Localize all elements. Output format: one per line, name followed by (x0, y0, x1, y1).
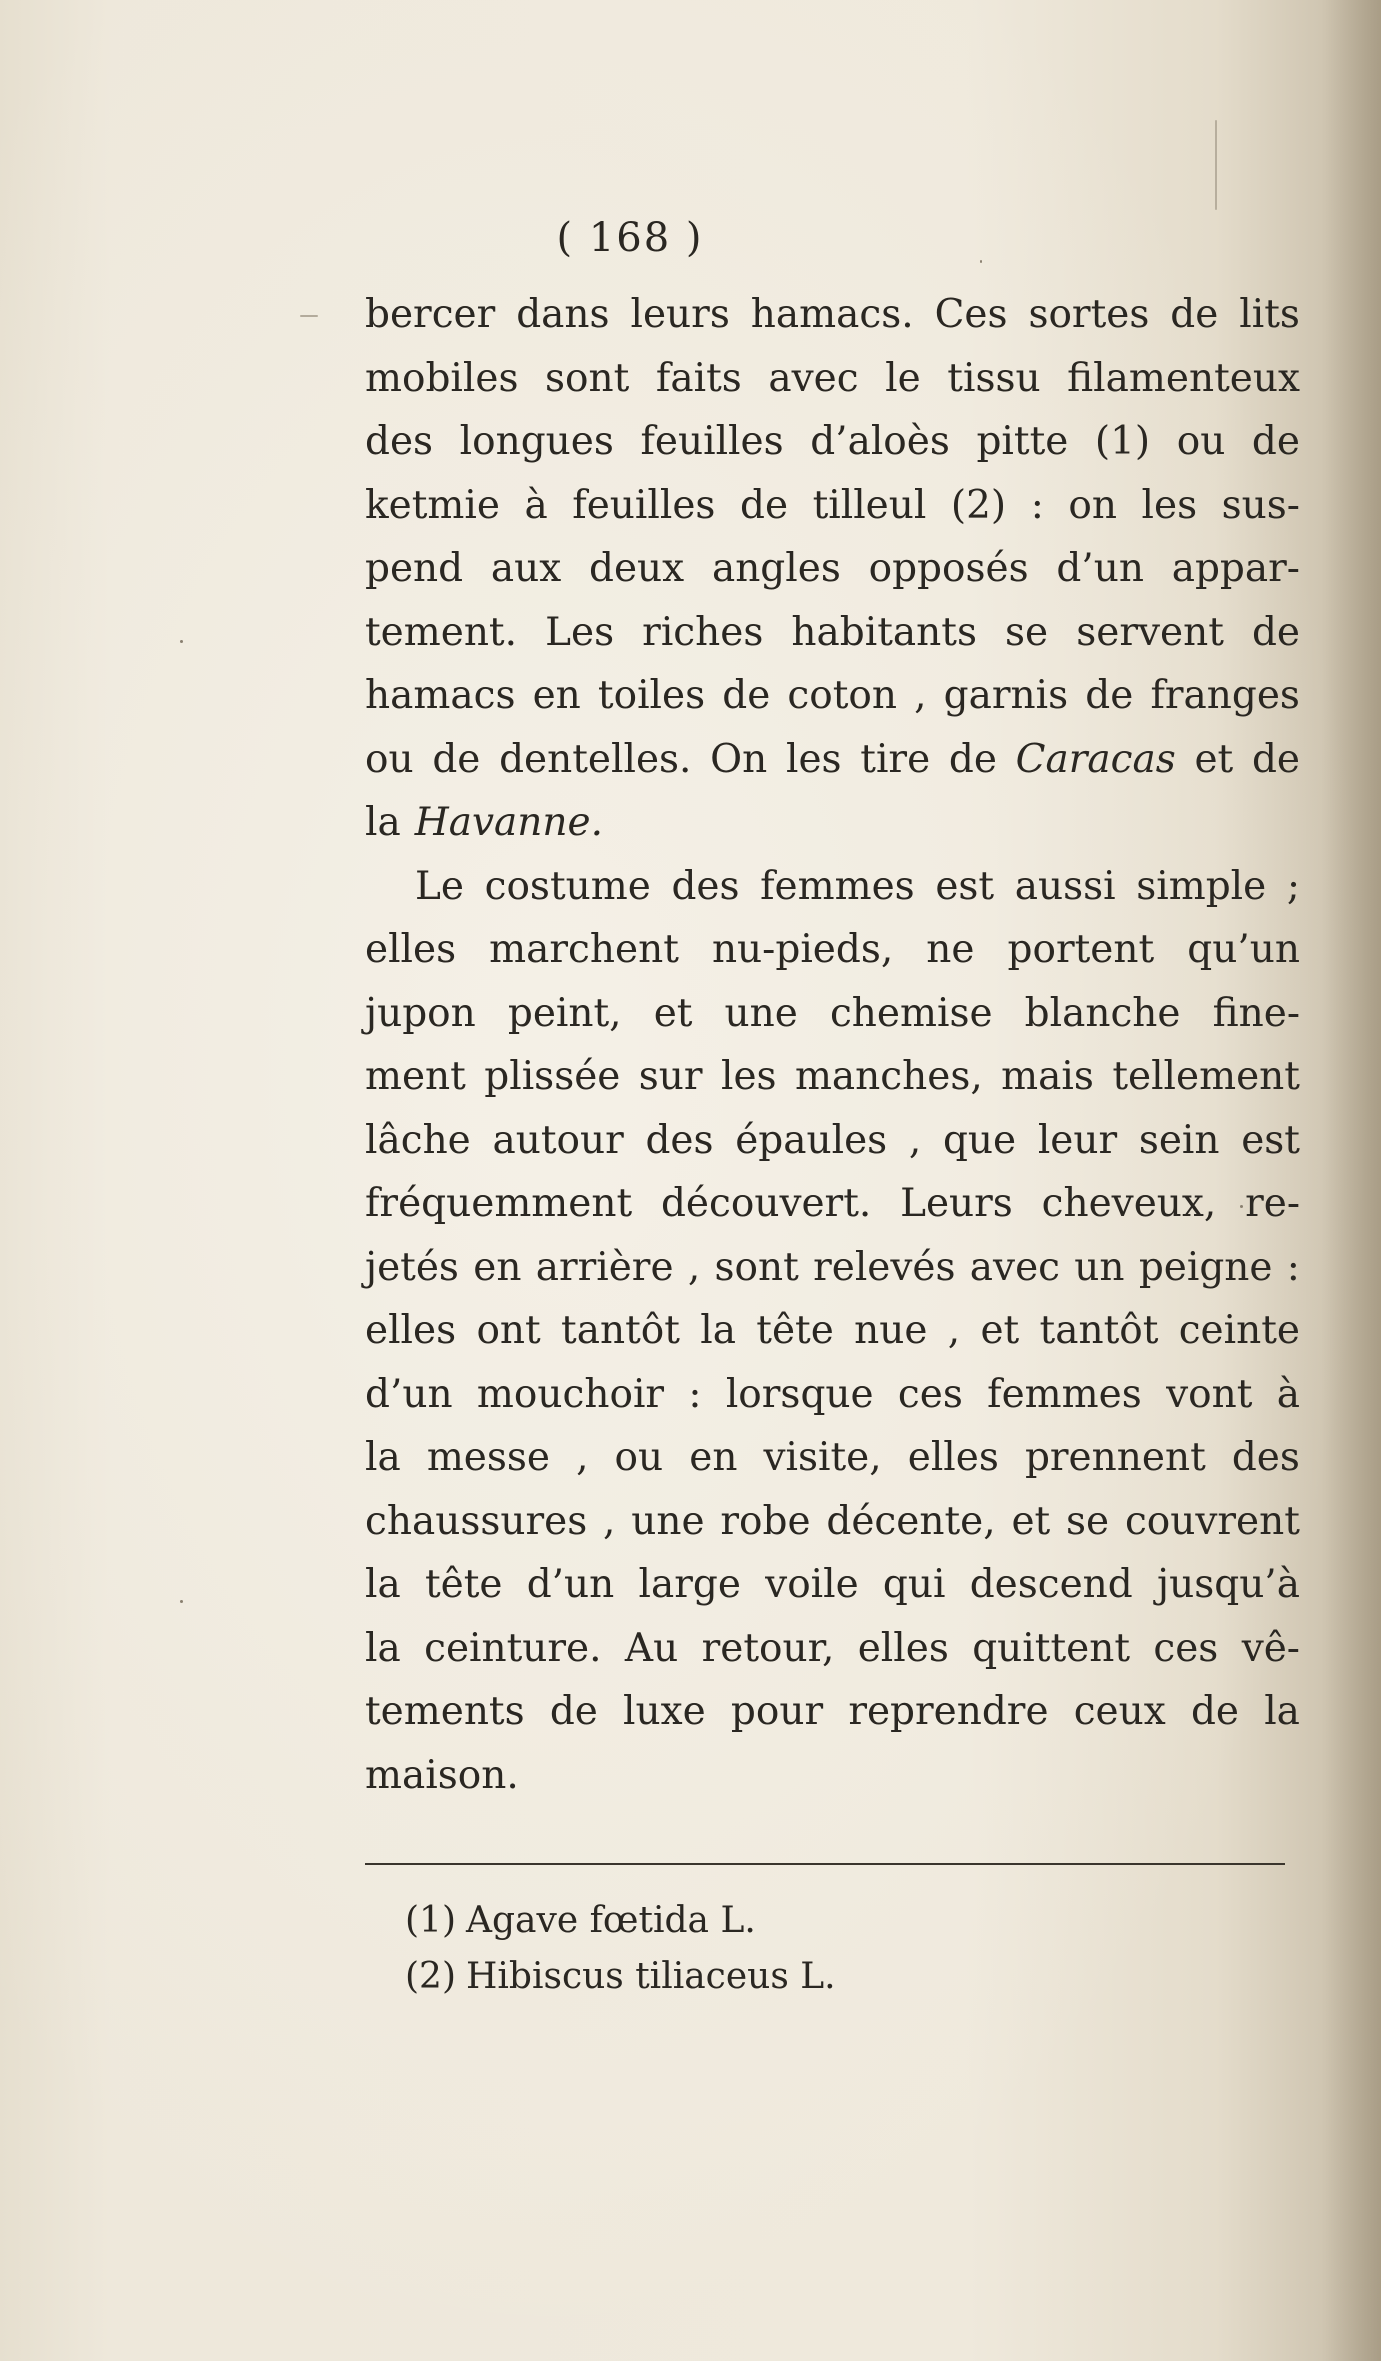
word: visite, (763, 1435, 882, 1480)
word: longues (459, 419, 614, 464)
word: tissu (947, 355, 1041, 401)
word: : (1030, 482, 1044, 528)
word: une (724, 990, 798, 1036)
word: costume (484, 863, 651, 909)
text-line (365, 1490, 1300, 1554)
word: de (722, 673, 771, 718)
word: un (1074, 1244, 1125, 1290)
word: femmes (987, 1371, 1142, 1417)
word: lâche (365, 1117, 471, 1163)
word: bercer (365, 292, 496, 337)
word: , (947, 1308, 961, 1353)
word: de (739, 482, 789, 528)
word: en (473, 1244, 522, 1290)
footnote-mark: (2) (405, 1956, 456, 1997)
word: deux (589, 546, 685, 591)
word: ou (614, 1435, 664, 1480)
word: Caracas (1015, 736, 1176, 782)
word: les (1141, 482, 1198, 528)
word: tête (424, 1562, 503, 1607)
word: dans (516, 292, 610, 337)
word: peint, (507, 990, 622, 1036)
word: épaules (735, 1117, 888, 1163)
word: faits (655, 355, 742, 401)
word: appar- (1171, 546, 1300, 591)
word: d’un (1056, 546, 1144, 591)
word: lorsque (725, 1371, 874, 1417)
body-text (365, 283, 1300, 1807)
word: de (1251, 419, 1300, 464)
word: ont (476, 1308, 541, 1353)
word: feuilles (572, 482, 716, 528)
word: pend (365, 546, 464, 591)
word: autour (492, 1117, 624, 1163)
word: se (1005, 609, 1049, 655)
word: femmes (760, 863, 915, 909)
word: : (688, 1371, 702, 1417)
word: nue (854, 1308, 928, 1353)
word: hamacs (365, 673, 516, 718)
text-line (365, 791, 1300, 855)
text-line (365, 1109, 1300, 1173)
word: jetés (365, 1244, 459, 1290)
word: et (1194, 736, 1234, 782)
word: , (914, 673, 927, 718)
word: est (935, 863, 995, 909)
word: , (908, 1117, 922, 1163)
word: nu-pieds, (711, 927, 894, 972)
word: mouchoir (476, 1371, 665, 1417)
binding-shadow (1321, 0, 1381, 2361)
word: voile (765, 1562, 859, 1607)
word: des (1231, 1435, 1300, 1480)
text-line (365, 1236, 1300, 1300)
word: la (365, 800, 401, 845)
word: elles (907, 1435, 999, 1480)
paper-speck (1215, 120, 1217, 210)
word: ne (926, 927, 975, 972)
text-line (365, 283, 1300, 347)
word: sur (638, 1054, 703, 1099)
word: se (1066, 1498, 1110, 1544)
word: Leurs (900, 1181, 1013, 1226)
paper-speck (180, 1600, 183, 1603)
word: tements (365, 1689, 525, 1734)
word: ces (1153, 1625, 1219, 1671)
text-line (365, 855, 1300, 919)
text-line (365, 1045, 1300, 1109)
word: tire (860, 736, 931, 782)
word: d’aloès (810, 419, 950, 464)
word: des (645, 1117, 714, 1163)
word: est (1241, 1117, 1300, 1163)
word: reprendre (848, 1689, 1049, 1734)
word: robe (720, 1498, 811, 1544)
text-line (365, 1680, 1300, 1744)
word: marchent (489, 927, 679, 972)
text-line (365, 1553, 1300, 1617)
word: Le (415, 863, 464, 909)
text-line (365, 537, 1300, 601)
paper-speck (300, 315, 318, 317)
word: : (1286, 1244, 1300, 1290)
word: tellement (1112, 1054, 1300, 1099)
word: large (638, 1562, 741, 1607)
word: à (1276, 1371, 1300, 1417)
word: , (576, 1435, 589, 1480)
word: de (1251, 609, 1300, 655)
word: vont (1166, 1371, 1253, 1417)
word: leur (1037, 1117, 1118, 1163)
word: de (432, 736, 481, 782)
word: On (710, 736, 768, 782)
word: sortes (1028, 292, 1150, 337)
text-line (365, 474, 1300, 538)
word: sont (545, 355, 630, 401)
text-line (365, 601, 1300, 665)
word: pitte (976, 419, 1069, 464)
text-line (365, 1744, 1300, 1808)
word: tement. (365, 609, 518, 655)
word: habitants (791, 609, 977, 655)
word: Ces (934, 292, 1008, 337)
footnote (405, 1893, 1005, 1949)
word: de (1170, 292, 1219, 337)
word: descend (969, 1562, 1133, 1607)
word: la (700, 1308, 736, 1353)
footnotes (405, 1893, 1005, 2005)
word: ketmie (365, 482, 500, 528)
word: ceux (1073, 1689, 1166, 1734)
text-line (365, 664, 1300, 728)
word: feuilles (640, 419, 784, 464)
word: franges (1150, 673, 1300, 718)
word: ceinture. (424, 1625, 602, 1671)
word: de (1190, 1689, 1239, 1734)
word: vê- (1241, 1625, 1300, 1671)
text-line (365, 918, 1300, 982)
word: prennent (1024, 1435, 1206, 1480)
word: elles (365, 927, 457, 972)
word: , (687, 1244, 701, 1290)
word: d’un (526, 1562, 615, 1607)
word: elles (857, 1625, 949, 1671)
text-line (365, 982, 1300, 1046)
word: de (1085, 673, 1134, 718)
word: qui (882, 1562, 946, 1607)
word: sont (714, 1244, 799, 1290)
footnote-text: Hibiscus tiliaceus L. (466, 1956, 836, 1997)
word: qu’un (1187, 927, 1300, 972)
word: de (549, 1689, 598, 1734)
word: tête (756, 1308, 834, 1353)
word: la (365, 1625, 401, 1671)
word: et (980, 1308, 1020, 1353)
word: messe (426, 1435, 550, 1480)
word: pour (730, 1689, 824, 1734)
word: chaussures (365, 1498, 588, 1544)
word: fréquemment (365, 1181, 633, 1226)
word: tilleul (812, 482, 927, 528)
word: tantôt (1039, 1308, 1159, 1353)
word: simple (1136, 863, 1267, 909)
word: ; (1286, 863, 1300, 909)
word: , (603, 1498, 616, 1544)
word: coton (787, 673, 898, 718)
word: des (365, 419, 434, 464)
word: riches (642, 609, 764, 655)
word: la (365, 1435, 401, 1480)
word: et (653, 990, 693, 1036)
text-line (365, 1363, 1300, 1427)
word: décente, (826, 1498, 996, 1544)
word: la (365, 1562, 401, 1607)
word: tantôt (561, 1308, 680, 1353)
footnote (405, 1949, 1005, 2005)
word: Havanne. (414, 800, 603, 845)
word: toiles (597, 673, 706, 718)
footnote-text: Agave fœtida L. (466, 1900, 756, 1941)
word: couvrent (1124, 1498, 1300, 1544)
word: garnis (943, 673, 1069, 718)
word: (2) (950, 482, 1007, 528)
word: arrière (535, 1244, 674, 1290)
word: avec (969, 1244, 1060, 1290)
word: on (1068, 482, 1117, 528)
word: jupon (365, 990, 476, 1036)
word: ou (1176, 419, 1226, 464)
word: opposés (868, 546, 1029, 591)
word: de (1251, 736, 1300, 782)
word: aux (490, 546, 562, 591)
word: ces (897, 1371, 963, 1417)
word: d’un (365, 1371, 453, 1417)
word: blanche (1024, 990, 1181, 1036)
word: mais (1001, 1054, 1094, 1099)
word: des (671, 863, 740, 909)
word: mobiles (365, 355, 519, 401)
word: que (942, 1117, 1017, 1163)
word: les (785, 736, 842, 782)
word: servent (1076, 609, 1224, 655)
page-number: ( 168 ) (556, 215, 704, 261)
word: cheveux, (1041, 1181, 1217, 1226)
word: en (689, 1435, 738, 1480)
word: fine- (1212, 990, 1300, 1036)
word: plissée (484, 1054, 621, 1099)
word: Au (624, 1625, 679, 1671)
word: luxe (623, 1689, 706, 1734)
word: chemise (829, 990, 993, 1036)
word: à (524, 482, 548, 528)
word: ment (365, 1054, 466, 1099)
word: lits (1239, 292, 1300, 337)
text-line (365, 410, 1300, 474)
paper-speck (180, 640, 183, 643)
word: sein (1138, 1117, 1220, 1163)
text-line (365, 347, 1300, 411)
word: avec (768, 355, 859, 401)
footnote-mark: (1) (405, 1900, 456, 1941)
word: portent (1007, 927, 1155, 972)
word: Les (545, 609, 615, 655)
word: angles (711, 546, 841, 591)
word: les (720, 1054, 777, 1099)
word: leurs (630, 292, 730, 337)
footnote-rule (365, 1863, 1285, 1865)
word: quittent (972, 1625, 1130, 1671)
word: manches, (794, 1054, 983, 1099)
text-line (365, 728, 1300, 792)
word: hamacs. (750, 292, 914, 337)
word: ceinte (1178, 1308, 1300, 1353)
word: ou (365, 736, 414, 782)
word: sus- (1221, 482, 1300, 528)
text-line (365, 1299, 1300, 1363)
word: elles (365, 1308, 457, 1353)
text-line (365, 1617, 1300, 1681)
word: relevés (813, 1244, 956, 1290)
word: la (1264, 1689, 1300, 1734)
word: filamenteux (1067, 355, 1300, 401)
word: de (948, 736, 997, 782)
word: re- (1245, 1181, 1300, 1226)
word: dentelles. (499, 736, 692, 782)
word: (1) (1094, 419, 1151, 464)
text-line (365, 1172, 1300, 1236)
word: et (1011, 1498, 1051, 1544)
word: une (631, 1498, 705, 1544)
word: retour, (701, 1625, 835, 1671)
word: en (532, 673, 581, 718)
word: maison. (365, 1752, 519, 1798)
text-line (365, 1426, 1300, 1490)
word: le (885, 355, 921, 401)
word: découvert. (660, 1181, 872, 1226)
word: jusqu’à (1157, 1562, 1300, 1607)
word: peigne (1138, 1244, 1273, 1290)
word: aussi (1014, 863, 1116, 909)
